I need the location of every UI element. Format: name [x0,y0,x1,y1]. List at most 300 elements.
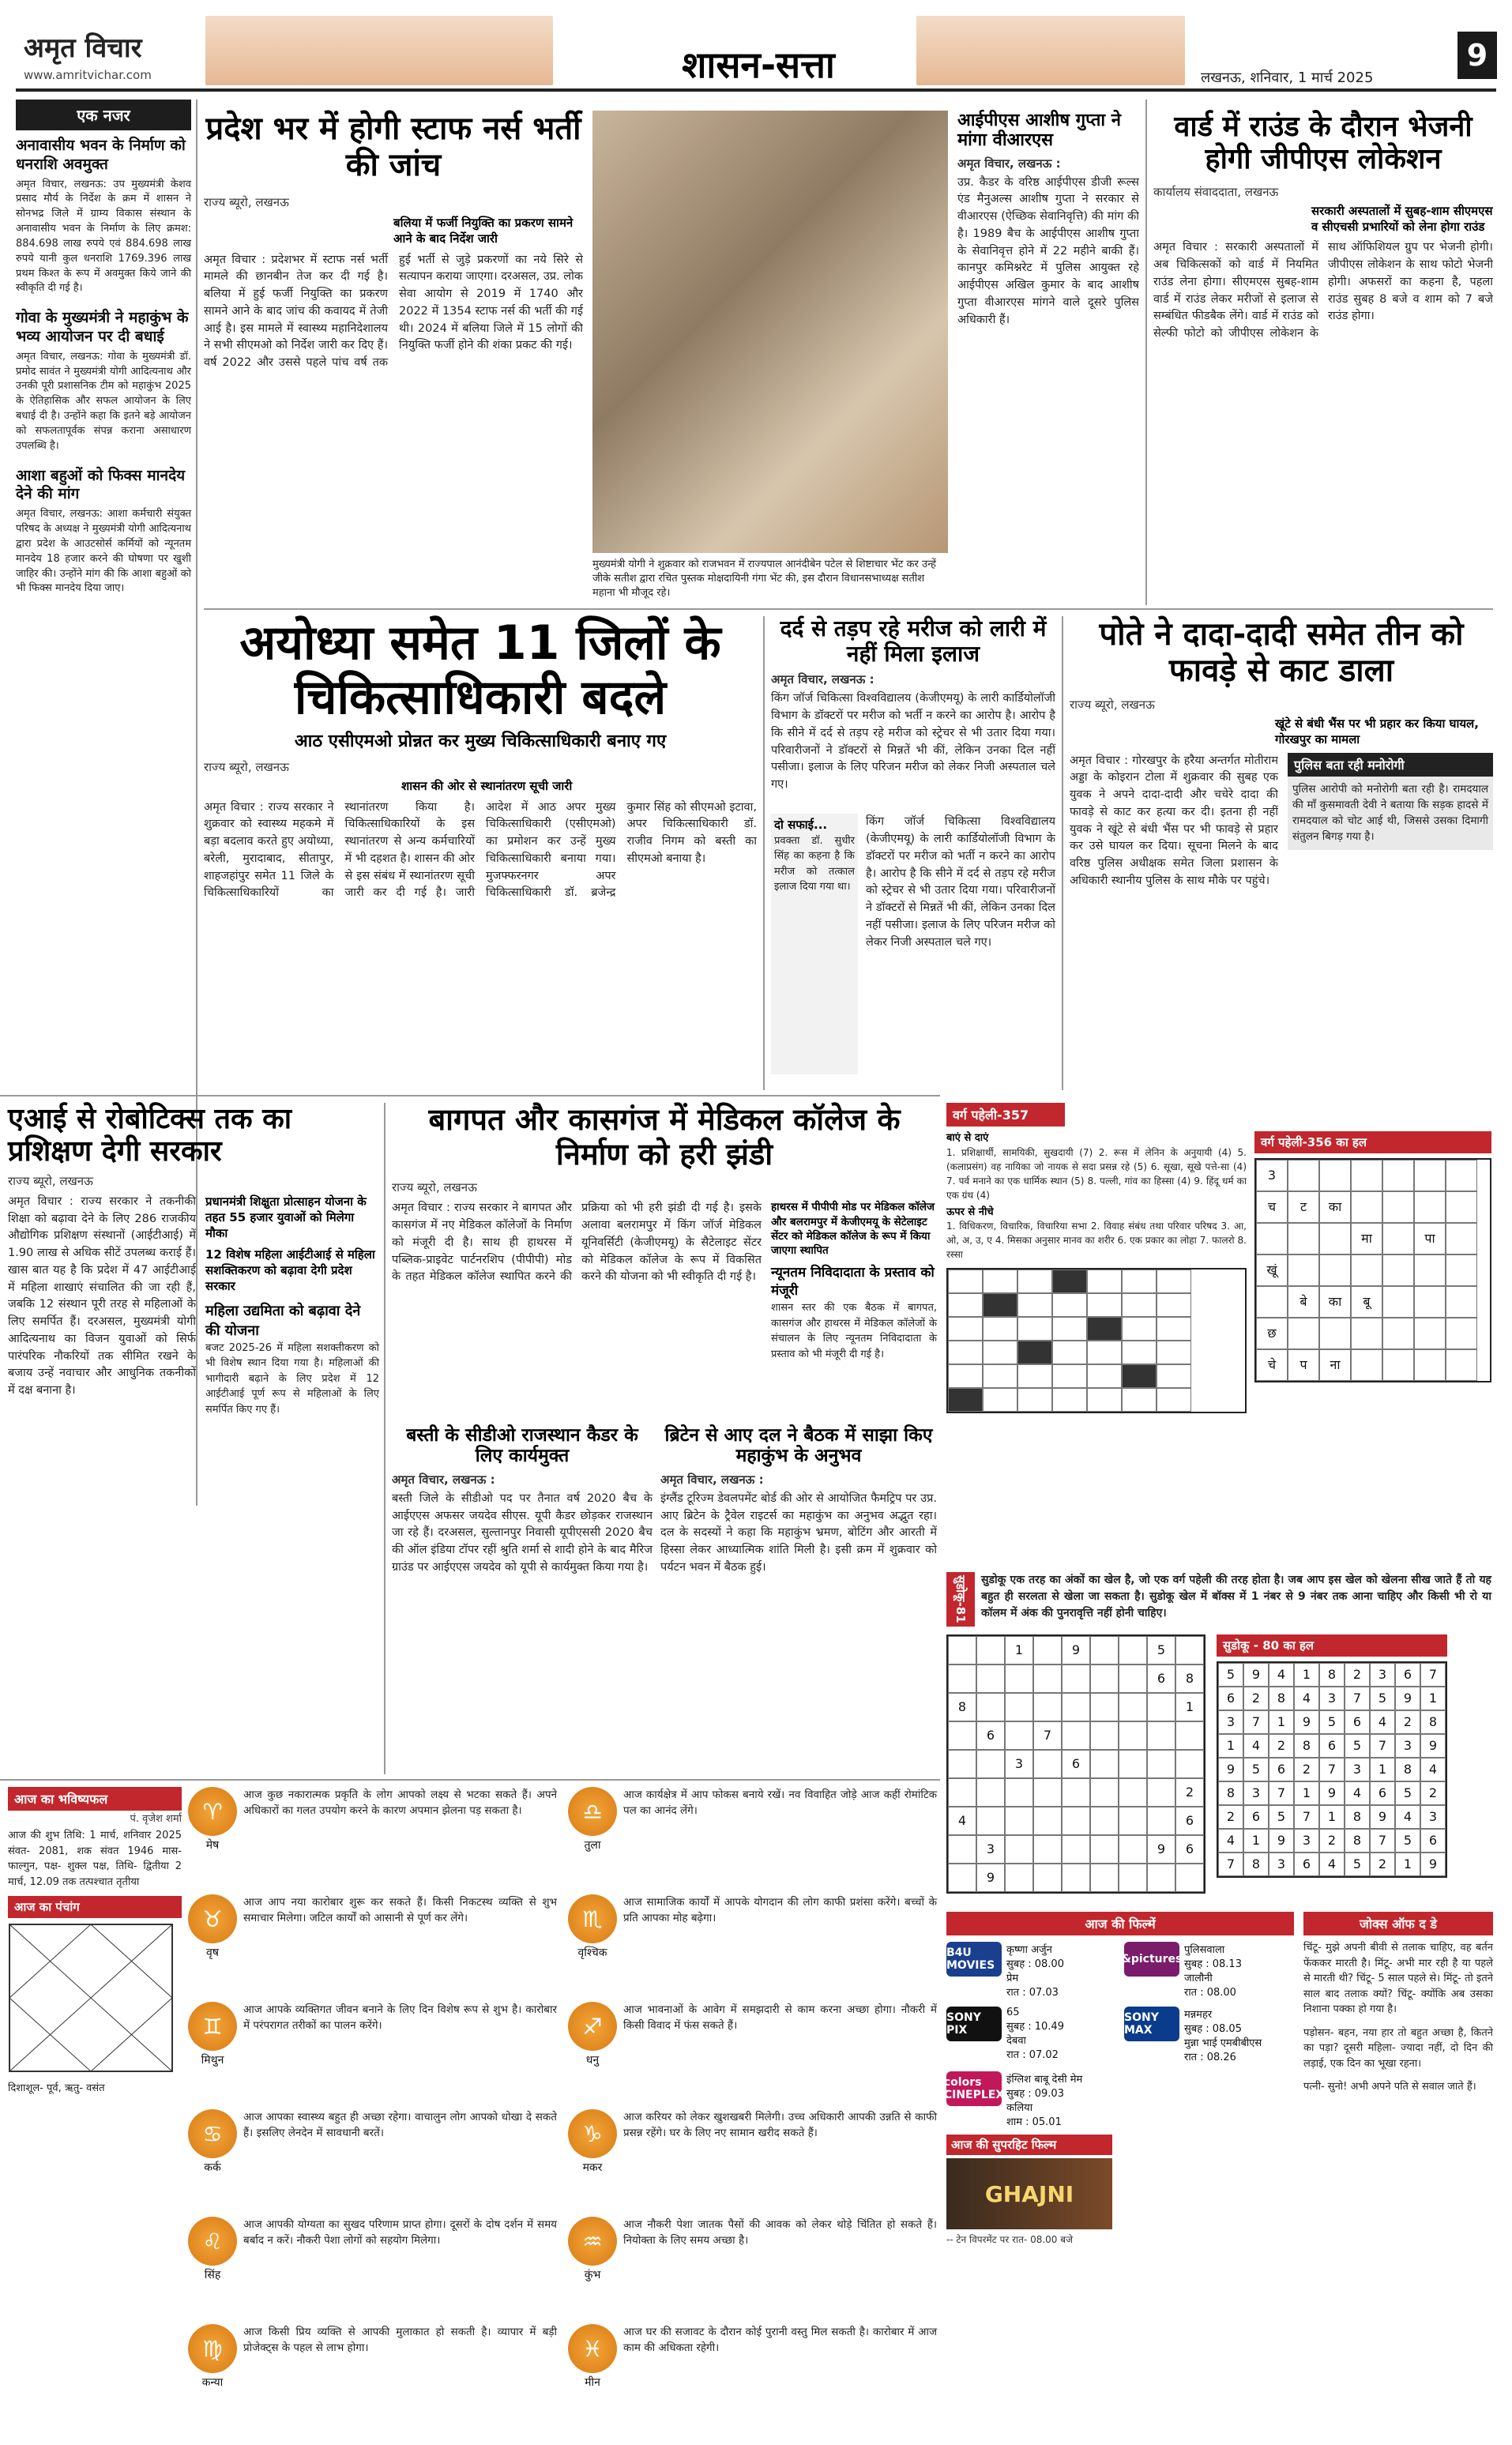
zodiac-name: मीन [585,2376,600,2389]
channel-listing [1124,2007,1294,2063]
sudoku-cell[interactable]: 7 [1033,1721,1062,1750]
sudoku-cell[interactable] [1147,1778,1175,1807]
zodiac-name: वृश्चिक [577,1947,607,1959]
sudoku-cell[interactable] [948,1835,976,1864]
sudoku-solution-cell: 3 [1243,1781,1269,1805]
sudoku-cell[interactable] [1147,1693,1175,1721]
sudoku-solution-cell: 3 [1319,1687,1345,1710]
crossword-cell[interactable] [1017,1341,1052,1364]
film-listing-line: रात : 07.03 [1006,1987,1059,1999]
sudoku-solution-cell: 1 [1294,1781,1319,1805]
sudoku-cell[interactable] [948,1721,976,1750]
story-byline: अमृत विचार, लखनऊ : [771,672,874,687]
sudoku-cell[interactable] [1005,1664,1033,1693]
sudoku-cell[interactable] [1119,1693,1147,1721]
sudoku-cell[interactable] [1175,1636,1204,1664]
sudoku-solution-cell: 6 [1294,1853,1319,1876]
story-headline: वार्ड में राउंड के दौरान भेजनी होगी जीपीएस लोकेशन [1174,111,1473,176]
sudoku-solution-cell: 6 [1345,1710,1370,1734]
sidebar-head: एक नजर [16,100,191,130]
issue-date: लखनऊ, शनिवार, 1 मार्च 2025 [1201,70,1374,86]
zodiac-5-icon: ♌ [188,2217,237,2266]
crossword-cell[interactable] [1087,1317,1122,1341]
crossword-solution-cell: प [1288,1349,1319,1381]
story-ips-vrs [957,111,1139,554]
crossword-solution-cell [1446,1318,1477,1349]
crossword-cell[interactable] [1157,1293,1191,1317]
sudoku-cell[interactable]: 6 [976,1721,1005,1750]
channel-logo: SONY MAX [1124,2007,1179,2041]
sudoku-cell[interactable] [1090,1807,1119,1835]
sudoku-cell[interactable] [948,1864,976,1892]
sudoku-cell[interactable] [976,1664,1005,1693]
disha-text: दिशाशूल- पूर्व, ऋतु- वसंत [8,2082,105,2094]
crossword-cell[interactable] [1017,1270,1052,1293]
crossword-cell[interactable] [1157,1388,1191,1412]
zodiac-text: आज आपकी योग्यता का सुखद परिणाम प्राप्त होगा। दूसरों के दोष दर्शन में समय बर्बाद न करें। नौकरी पेशा लोगों को सहयोग मिलेगा। [243,2218,557,2248]
zodiac-item [568,2109,937,2212]
zodiac-name: कन्या [201,2376,224,2389]
story-medical-colleges [392,1103,937,1437]
sudoku-title: सुडोकू-81 [946,1572,975,1627]
channel-logo: colors CINEPLEX [946,2071,1002,2106]
sudoku-solution-cell: 5 [1319,1710,1345,1734]
crossword-solution-cell: छ [1256,1318,1288,1349]
sudoku-cell[interactable]: 3 [1005,1750,1033,1778]
sudoku-solution-cell: 4 [1420,1758,1446,1781]
horoscope-section [8,1787,937,2435]
zodiac-item [188,1787,557,1890]
sudoku-solution-cell: 7 [1345,1687,1370,1710]
sudoku-cell[interactable] [1033,1807,1062,1835]
crossword-cell[interactable] [1017,1388,1052,1412]
sudoku-cell[interactable]: 4 [948,1807,976,1835]
masthead-url[interactable]: www.amritvichar.com [24,68,152,82]
sudoku-solution-cell: 6 [1269,1758,1294,1781]
section-divider [204,608,1493,610]
aside-title: न्यूनतम निविदादाता के प्रस्ताव को मंजूरी [771,1265,935,1300]
story-headline: ब्रिटेन से आए दल ने बैठक में साझा किए महाकुंभ के अनुभव [664,1425,933,1467]
kundli-chart [8,1923,174,2073]
crossword-cell[interactable] [1052,1364,1087,1388]
sudoku-cell[interactable] [1005,1807,1033,1835]
sudoku-cell[interactable] [1005,1721,1033,1750]
sudoku-cell[interactable] [1005,1835,1033,1864]
zodiac-name: तुला [584,1839,601,1852]
jokes-section [1303,1912,1493,2095]
film-listing-line: इंग्लिश बाबू देसी मेम [1006,2074,1083,2086]
story-headline: अयोध्या समेत 11 जिलों के चिकित्साधिकारी बदले [239,615,721,725]
sudoku-cell[interactable] [1090,1750,1119,1778]
sudoku-cell[interactable] [1090,1864,1119,1892]
superhit-poster: GHAJNI [946,2158,1112,2229]
sudoku-solution-cell: 1 [1269,1710,1294,1734]
crossword-cell[interactable] [1017,1364,1052,1388]
story-body: अमृत विचार : राज्य सरकार ने तकनीकी शिक्षा को बढ़ावा देने के लिए 286 राजकीय औद्योगिक प्रशिक्षण संस्थानों (आईटीआई) में 1.90 लाख से अधिक सीटें उपलब्ध कराई हैं। खास बात यह है कि प्रदेश में 47 आईटीआई में महिला शाखाएं संचालित की जा रही हैं, जबकि 12 संस्थान पूरी तरह से महिलाओं के लिए समर्पित हैं। दरअसल, मुख्यमंत्री योगी आदित्यनाथ का विजन युवाओं को सिर्फ पारंपरिक नौकरियों तक सीमित रखने के बजाय उन्हें नवाचार और आधुनिक तकनीकों में दक्ष बनाना है। [8,1194,196,1397]
crossword-cell[interactable] [1157,1270,1191,1293]
story-staff-nurse [204,111,583,592]
zodiac-name: कुंभ [584,2269,601,2281]
sudoku-solution-cell: 1 [1294,1663,1319,1687]
sudoku-cell[interactable] [976,1693,1005,1721]
crossword-cell[interactable] [948,1270,983,1293]
channel-logo: B4U MOVIES [946,1942,1002,1977]
crossword-across-clues: 1. प्रशिक्षार्थी, सामयिकी, सुखदायी (7) 2. रूस में लेनिन के अनुयायी (4) 5. (कलाप्रसंग) वह नायिका जो नायक से सदा प्रसन्न रहे (5) 6. सूखा, सूखे पत्ते-सा (4) 7. पर्व मनाने का एक धार्मिक स्थान (5) 8. पल्ली, गांव का हिस्सा (4) 9. हिंदू धर्म का एक ग्रंथ (4) [946,1146,1247,1201]
channel-listing [1121,1942,1294,1999]
crossword-cell[interactable] [948,1388,983,1412]
aside-text: शासन स्तर की एक बैठक में बागपत, कासगंज और हाथरस में मेडिकल कॉलेजों के संचालन के लिए न्यूनतम निविदादाता के प्रस्ताव को भी मंजूरी दी गई है। [771,1302,937,1360]
crossword-across-head: बाएं से दाएं [946,1132,989,1144]
sudoku-cell[interactable] [1147,1807,1175,1835]
sudoku-cell[interactable] [1119,1864,1147,1892]
sidebar-item-text: अमृत विचार, लखनऊ: आशा कर्मचारी संयुक्त परिषद के अध्यक्ष ने मुख्यमंत्री योगी आदित्यनाथ द्वारा प्रदेश के आउटसोर्स कर्मियों को न्यूनतम मानदेय 18 हजार करने की घोषणा पर खुशी जाहिर की। उन्होंने मांग की कि आशा बहुओं को भी फिक्स मानदेय दिया जाए। [16,508,191,595]
crossword-cell[interactable] [1157,1364,1191,1388]
crossword-solution-cell [1414,1318,1446,1349]
header-rule [16,88,1496,92]
sudoku-cell[interactable] [976,1636,1005,1664]
sudoku-solution-cell: 8 [1294,1734,1319,1758]
crossword-cell[interactable] [983,1270,1017,1293]
story-body: बस्ती जिले के सीडीओ पद पर तैनात वर्ष 2020 बैच के आईएएस अफसर जयदेव सीएस. यूपी कैडर छोड़कर राजस्थान जा रहे हैं। दरअसल, सुल्तानपुर निवासी यूपीएससी 2020 बैच की ऑल इंडिया टॉपर रहीं श्रुति शर्मा से शादी होने के बाद मैरिज ग्राउंड पर आईएएस जयदेव को यूपी से कार्यमुक्त किया गया है। [392,1491,653,1574]
crossword-solution-cell [1351,1318,1382,1349]
zodiac-12-icon: ♓ [568,2324,617,2373]
sudoku-cell[interactable] [1119,1778,1147,1807]
channel-logo: SONY PIX [946,2007,1002,2041]
crossword-357-grid[interactable] [946,1268,1247,1413]
sudoku-cell[interactable]: 2 [1175,1778,1204,1807]
sudoku-solution-cell: 2 [1370,1853,1395,1876]
crossword-solution-cell [1446,1286,1477,1318]
crossword-solution-cell: का [1319,1191,1351,1223]
film-listing-line: मुन्ना भाई एमबीबीएस [1184,2037,1262,2049]
film-listing-line: रात : 08.00 [1184,1987,1236,1999]
story-byline: राज्य ब्यूरो, लखनऊ [204,760,289,775]
crossword-solution-cell [1288,1318,1319,1349]
sudoku-cell[interactable] [1175,1750,1204,1778]
zodiac-name: वृष [206,1947,219,1959]
sudoku-solution-cell: 8 [1269,1687,1294,1710]
crossword-cell[interactable] [983,1293,1017,1317]
crossword-solution-cell: बू [1351,1286,1382,1318]
sudoku-cell[interactable] [1175,1721,1204,1750]
crossword-cell[interactable] [1122,1293,1157,1317]
sudoku-solution-cell: 2 [1218,1805,1243,1829]
sudoku-solution-cell: 5 [1345,1853,1370,1876]
crossword-cell[interactable] [1122,1341,1157,1364]
sudoku-cell[interactable] [948,1750,976,1778]
crossword-solution-cell [1382,1254,1414,1286]
sudoku-solution-cell: 7 [1319,1758,1345,1781]
sudoku-solution-cell: 1 [1243,1829,1269,1853]
crossword-cell[interactable] [1087,1293,1122,1317]
story-body-continued: किंग जॉर्ज चिकित्सा विश्वविद्यालय (केजीएमयू) के लारी कार्डियोलॉजी विभाग के डॉक्टरों पर मरीज को भर्ती न करने का आरोप है। आरोप है कि सीने में दर्द से तड़प रहे मरीज को स्ट्रेचर से भी उतार दिया गया। परिवारीजनों ने डॉक्टरों से मिन्नतें भी कीं, लेकिन उनका दिल नहीं पसीजा। इलाज के लिए परिजन मरीज को लेकर निजी अस्पताल चले गए। [866,815,1055,949]
sudoku-cell[interactable]: 8 [948,1693,976,1721]
story-britain-delegation [660,1425,937,1728]
story-byline: अमृत विचार, लखनऊ : [957,156,1061,171]
crossword-solution-cell: च [1256,1191,1288,1223]
crossword-down-clues: 1. विधिकरण, विचारिक, विचारिया सभा 2. विवाह संबंध तथा परिवार परिषद 3. आ, ओ, अ, उ, ए 4. मिसका अनुसार मानव का शरीर 6. एक प्रकार का लोहा 7. फालरो 8. रस्सा [946,1221,1247,1261]
sudoku-cell[interactable] [1033,1693,1062,1721]
aside-text: प्रवक्ता डॉ. सुधीर सिंह का कहना है कि मरीज को तत्काल इलाज दिया गया था। [774,834,855,893]
sudoku-cell[interactable] [1005,1693,1033,1721]
sudoku-solution-cell: 4 [1294,1687,1319,1710]
zodiac-4-icon: ♋ [188,2109,237,2158]
crossword-cell[interactable] [983,1341,1017,1364]
sudoku-solution-cell: 6 [1370,1781,1395,1805]
jokes-head: जोक्स ऑफ द डे [1303,1912,1493,1935]
crossword-cell[interactable] [1122,1364,1157,1388]
sudoku-cell[interactable] [1033,1778,1062,1807]
sudoku-solution-cell: 8 [1345,1829,1370,1853]
sudoku-cell[interactable] [948,1636,976,1664]
sudoku-cell[interactable]: 9 [976,1864,1005,1892]
sudoku-solution-cell: 7 [1269,1781,1294,1805]
crossword-solution-cell: चे [1256,1349,1288,1381]
sudoku-solution-cell: 3 [1218,1710,1243,1734]
crossword-solution-cell [1446,1254,1477,1286]
sudoku-solution-cell: 7 [1370,1829,1395,1853]
sudoku-cell[interactable]: 6 [1147,1664,1175,1693]
sudoku-cell[interactable] [1033,1636,1062,1664]
film-listing-line: कलिया [1006,2102,1033,2114]
sudoku-solution-cell: 2 [1345,1663,1370,1687]
crossword-solution-cell [1414,1191,1446,1223]
sudoku-cell[interactable]: 6 [1062,1750,1090,1778]
sudoku-cell[interactable]: 9 [1147,1835,1175,1864]
sudoku-cell[interactable] [1090,1778,1119,1807]
column-divider [763,616,765,1090]
crossword-cell[interactable] [948,1364,983,1388]
crossword-solution-cell [1446,1349,1477,1381]
sudoku-cell[interactable] [1119,1807,1147,1835]
crossword-solution-cell: बे [1288,1286,1319,1318]
sidebar-item-title: आशा बहुओं को फिक्स मानदेय देने की मांग [16,466,186,503]
sudoku-solution-cell: 7 [1294,1805,1319,1829]
sudoku-cell[interactable] [1090,1636,1119,1664]
crossword-cell[interactable] [983,1317,1017,1341]
header-building-illustration-left [205,16,553,85]
crossword-cell[interactable] [1052,1317,1087,1341]
sudoku-cell[interactable] [1090,1664,1119,1693]
sudoku-cell[interactable] [1175,1864,1204,1892]
crossword-solution-cell [1319,1254,1351,1286]
zodiac-item [568,1894,937,1997]
sudoku-solution-cell: 4 [1269,1663,1294,1687]
sudoku-cell[interactable] [1062,1664,1090,1693]
zodiac-3-icon: ♊ [188,2002,237,2051]
zodiac-item [188,2109,557,2212]
crossword-solution-cell [1382,1191,1414,1223]
sudoku-cell[interactable] [1033,1864,1062,1892]
crossword-cell[interactable] [1052,1270,1087,1293]
crossword-cell[interactable] [1087,1388,1122,1412]
sudoku-solution-cell: 1 [1319,1805,1345,1829]
crossword-cell[interactable] [1087,1270,1122,1293]
sudoku-solution-cell: 4 [1319,1853,1345,1876]
story-byline: कार्यालय संवाददाता, लखनऊ [1153,184,1279,199]
sudoku-solution-cell: 2 [1294,1758,1319,1781]
zodiac-text: आज किसी प्रिय व्यक्ति से आपकी मुलाकात हो सकती है। व्यापार में बड़ी प्रोजेक्ट्स के पहल से लाभ होगा। [243,2326,557,2355]
sudoku-solution-cell: 7 [1420,1663,1446,1687]
sudoku-cell[interactable] [948,1778,976,1807]
sudoku-solution-cell: 1 [1218,1734,1243,1758]
story-byline: राज्य ब्यूरो, लखनऊ [204,195,289,209]
crossword-cell[interactable] [1157,1341,1191,1364]
story-headline: पोते ने दादा-दादी समेत तीन को फावड़े से काट डाला [1099,616,1464,689]
crossword-cell[interactable] [1052,1293,1087,1317]
sudoku-cell[interactable] [1090,1721,1119,1750]
sudoku-cell[interactable]: 1 [1175,1693,1204,1721]
crossword-solution-cell [1414,1254,1446,1286]
sudoku-cell[interactable] [948,1664,976,1693]
sudoku-cell[interactable] [1119,1636,1147,1664]
sudoku-81-grid[interactable] [946,1634,1205,1894]
film-listing-line: सुबह : 09.03 [1006,2088,1064,2100]
crossword-cell[interactable] [948,1293,983,1317]
story-body: उप्र. कैडर के वरिष्ठ आईपीएस डीजी रूल्स एंड मैनुअल्स आशीष गुप्ता ने सरकार से वीआरएस (ऐच्छिक सेवानिवृत्ति) की मांग की है। 1989 बैच के आईपीएस आशीष गुप्ता के सेवानिवृत्त होने में 22 महीने बाकी हैं। कानपुर कमिश्नरेट में पुलिस आयुक्त रहे आईपीएस अखिल कुमार के बाद आशीष गुप्ता वीआरएस मांगने वाले दूसरे पुलिस अधिकारी हैं। [957,175,1139,326]
sudoku-solution-cell: 1 [1420,1687,1446,1710]
sudoku-cell[interactable]: 8 [1175,1664,1204,1693]
sidebar-item-title: गोवा के मुख्यमंत्री ने महाकुंभ के भव्य आयोजन पर दी बधाई [16,309,189,345]
story-kicker: सरकारी अस्पतालों में सुबह-शाम सीएमएस व सीएचसी प्रभारियों को लेना होगा राउंड [1311,203,1493,235]
sudoku-cell[interactable] [1147,1721,1175,1750]
zodiac-text: आज आपके व्यक्तिगत जीवन बनाने के लिए दिन विशेष रूप से शुभ है। कारोबार में परंपरागत तरीकों का पालन करेंगे। [243,2003,557,2033]
crossword-solution-cell: पा [1414,1223,1446,1254]
sudoku-cell[interactable] [1062,1721,1090,1750]
crossword-solution-cell [1382,1286,1414,1318]
story-body: अमृत विचार : प्रदेशभर में स्टाफ नर्स भर्ती मामले की छानबीन तेज कर दी गई है। बलिया में हुई फर्जी नियुक्ति का प्रकरण सामने आने के बाद जांच की कवायद में तेजी आई है। इस मामले में स्वास्थ्य महानिदेशालय ने सभी सीएमओ को निर्देश जारी कर दिए हैं। वर्ष 2022 और उससे पहले पांच वर्ष तक हुई भर्ती से जुड़े प्रकरणों का नये सिरे से सत्यापन कराया जाएगा। दरअसल, उप्र. लोक सेवा आयोग से 2019 में 1740 और 2022 में 1354 स्टाफ नर्स की भर्ती की गई थी। 2024 में बलिया जिले में 15 लोगों की नियुक्ति फर्जी होने की शंका प्रकट की गई। [204,253,583,369]
sudoku-cell[interactable]: 3 [976,1835,1005,1864]
crossword-solution-cell [1351,1349,1382,1381]
sudoku-solution-cell: 5 [1345,1734,1370,1758]
sudoku-solution-cell: 1 [1395,1853,1420,1876]
story-body: इंग्लैंड टूरिज्म डेवलपमेंट बोर्ड की ओर से आयोजित फैमट्रिप पर उप्र. आए ब्रिटेन के ट्रैवेल राइटर्स का महाकुंभ का अनुभव अद्भुत रहा। दल के सदस्यों ने कहा कि महाकुंभ भ्रमण, बोटिंग और आरती में हिस्सा लेकर आध्यात्मिक शांति मिली है। इसी क्रम में शुक्रवार को पर्यटन भवन में बैठक हुई। [660,1491,937,1574]
crossword-title: वर्ग पहेली-357 [946,1103,1065,1127]
crossword-cell[interactable] [983,1364,1017,1388]
crossword-cell[interactable] [948,1317,983,1341]
crossword-cell[interactable] [1017,1293,1052,1317]
crossword-cell[interactable] [1157,1317,1191,1341]
film-listing-line: रात : 07.02 [1006,2049,1059,2061]
film-listing-line: सुबह : 08.13 [1184,1958,1242,1970]
sudoku-cell[interactable] [976,1807,1005,1835]
panchang-text: आज की शुभ तिथि: 1 मार्च, शनिवार 2025 संवत- 2081, शक संवत 1946 मास- फाल्गुन, पक्ष- शुक्ल पक्ष, तिथि- द्वितीया 2 मार्च, 12.09 तक तत्पश्चात तृतीया [8,1830,182,1888]
crossword-solution-cell: मा [1351,1223,1382,1254]
crossword-solution-title: वर्ग पहेली-356 का हल [1254,1131,1491,1153]
sidebar-item-text: अमृत विचार, लखनऊ: गोवा के मुख्यमंत्री डॉ. प्रमोद सावंत ने मुख्यमंत्री योगी आदित्यनाथ और उनकी पूरी प्रशासनिक टीम को महाकुंभ 2025 के ऐतिहासिक और सफल आयोजन के लिए बधाई दी है। उन्होंने कहा कि इतने बड़े आयोजन को सफलतापूर्वक संपन्न कराना असाधारण उपलब्धि है। [16,350,191,452]
sudoku-cell[interactable] [1062,1778,1090,1807]
sudoku-cell[interactable] [976,1778,1005,1807]
story-byline: अमृत विचार, लखनऊ : [660,1472,764,1487]
sudoku-solution-cell: 4 [1345,1781,1370,1805]
zodiac-item [568,1787,937,1890]
sudoku-cell[interactable] [1005,1864,1033,1892]
zodiac-item [188,2217,557,2319]
sudoku-cell[interactable] [1033,1664,1062,1693]
sudoku-solution-cell: 7 [1243,1710,1269,1734]
crossword-solution-cell [1414,1349,1446,1381]
sudoku-cell[interactable]: 1 [1005,1636,1033,1664]
sudoku-solution-cell: 3 [1269,1853,1294,1876]
sudoku-solution-cell: 8 [1218,1781,1243,1805]
sudoku-solution-cell: 5 [1269,1805,1294,1829]
sudoku-cell[interactable] [1119,1664,1147,1693]
crossword-cell[interactable] [1122,1317,1157,1341]
sudoku-cell[interactable] [1062,1807,1090,1835]
sudoku-cell[interactable] [1090,1835,1119,1864]
crossword-cell[interactable] [1122,1270,1157,1293]
aside-title: दो सफाई... [774,818,828,833]
sudoku-solution-cell: 6 [1243,1805,1269,1829]
crossword-cell[interactable] [1052,1388,1087,1412]
zodiac-text: आज कुछ नकारात्मक प्रकृति के लोग आपको लक्ष्य से भटका सकते हैं। अपने अधिकारों का गलत उपयोग करने के कारण अपमान झेलना पड़ सकता है। [243,1789,557,1818]
joke-item: चिंटू- मुझे अपनी बीवी से तलाक चाहिए, वह बर्तन फेंककर मारती है। मिंटू- अभी मार रही है या पहले से मारती थी? चिंटू- 5 साल पहले से। मिंटू- तो इतने साल बाद तलाक क्यों? चिंटू- क्योंकि अब उसका निशाना पक्का हो गया है। [1303,1942,1493,2015]
crossword-cell[interactable] [948,1341,983,1364]
sudoku-solution-cell: 1 [1370,1758,1395,1781]
crossword-cell[interactable] [1017,1317,1052,1341]
sudoku-solution-cell: 8 [1319,1663,1345,1687]
sudoku-cell[interactable] [1062,1693,1090,1721]
crossword-cell[interactable] [1087,1341,1122,1364]
sudoku-solution-cell: 3 [1294,1829,1319,1853]
sudoku-cell[interactable] [1147,1864,1175,1892]
sudoku-solution-cell: 6 [1319,1734,1345,1758]
zodiac-name: सिंह [204,2269,221,2281]
story-kicker: प्रधानमंत्री शिक्षुता प्रोत्साहन योजना के तहत 55 हजार युवाओं को मिलेगा मौका [205,1194,367,1241]
story-body: किंग जॉर्ज चिकित्सा विश्वविद्यालय (केजीएमयू) के लारी कार्डियोलॉजी विभाग के डॉक्टरों पर मरीज को भर्ती न करने का आरोप है। आरोप है कि सीने में दर्द से तड़प रहे मरीज को स्ट्रेचर से भी उतार दिया गया। परिवारीजनों ने डॉक्टरों से मिन्नतें भी कीं, लेकिन उनका दिल नहीं पसीजा। इलाज के लिए परिजन मरीज को लेकर निजी अस्पताल चले गए। [771,692,1055,792]
sudoku-cell[interactable] [1147,1750,1175,1778]
sudoku-cell[interactable] [1033,1750,1062,1778]
sudoku-cell[interactable] [1090,1693,1119,1721]
crossword-cell[interactable] [1052,1341,1087,1364]
crossword-solution-cell: 3 [1256,1160,1288,1191]
crossword-cell[interactable] [1087,1364,1122,1388]
sudoku-cell[interactable]: 6 [1175,1835,1204,1864]
sudoku-cell[interactable]: 9 [1062,1636,1090,1664]
story-headline: एआई से रोबोटिक्स तक का प्रशिक्षण देगी सरकार [8,1103,292,1168]
section-divider [0,1779,940,1781]
crossword-solution-cell [1319,1223,1351,1254]
crossword-cell[interactable] [1122,1388,1157,1412]
box-text: पुलिस आरोपी को मनोरोगी बता रही है। रामदयाल की माँ कुसमावती देवी ने बताया कि सड़क हादसे में रामदयाल को चोट आई थी, जिससे उसका दिमागी संतुलन बिगड़ गया है। [1288,777,1493,850]
crossword-cell[interactable] [983,1388,1017,1412]
sudoku-cell[interactable] [1119,1721,1147,1750]
sudoku-cell[interactable] [1119,1835,1147,1864]
sudoku-cell[interactable] [1062,1835,1090,1864]
crossword-solution-cell: ना [1319,1349,1351,1381]
films-head: आज की फिल्में [946,1912,1294,1935]
sudoku-cell[interactable] [1033,1835,1062,1864]
zodiac-text: आज नौकरी पेशा जातक पैसों की आवक को लेकर थोड़े चिंतित हो सकते हैं। नियोक्ता के लिए समय अच्छा है। [623,2218,937,2248]
sudoku-cell[interactable] [1062,1864,1090,1892]
channel-listing [946,2007,1116,2063]
header-building-illustration-right [916,16,1185,85]
sudoku-cell[interactable] [1005,1778,1033,1807]
sudoku-solution-cell: 9 [1370,1805,1395,1829]
story-subheadline: आठ एसीएमओ प्रोन्नत कर मुख्य चिकित्साधिकारी बनाए गए [294,732,667,751]
crossword-solution-cell [1446,1160,1477,1191]
sudoku-cell[interactable] [976,1750,1005,1778]
sudoku-cell[interactable] [1119,1750,1147,1778]
zodiac-name: मकर [582,2161,603,2174]
sudoku-solution-cell: 5 [1370,1687,1395,1710]
film-listing-line: 65 [1006,2007,1020,2018]
sudoku-80-solution-grid [1217,1661,1447,1878]
zodiac-name: मिथुन [201,2054,224,2067]
sudoku-cell[interactable]: 6 [1175,1807,1204,1835]
sudoku-cell[interactable]: 5 [1147,1636,1175,1664]
box-title: पुलिस बता रही मनोरोगी [1288,753,1493,777]
